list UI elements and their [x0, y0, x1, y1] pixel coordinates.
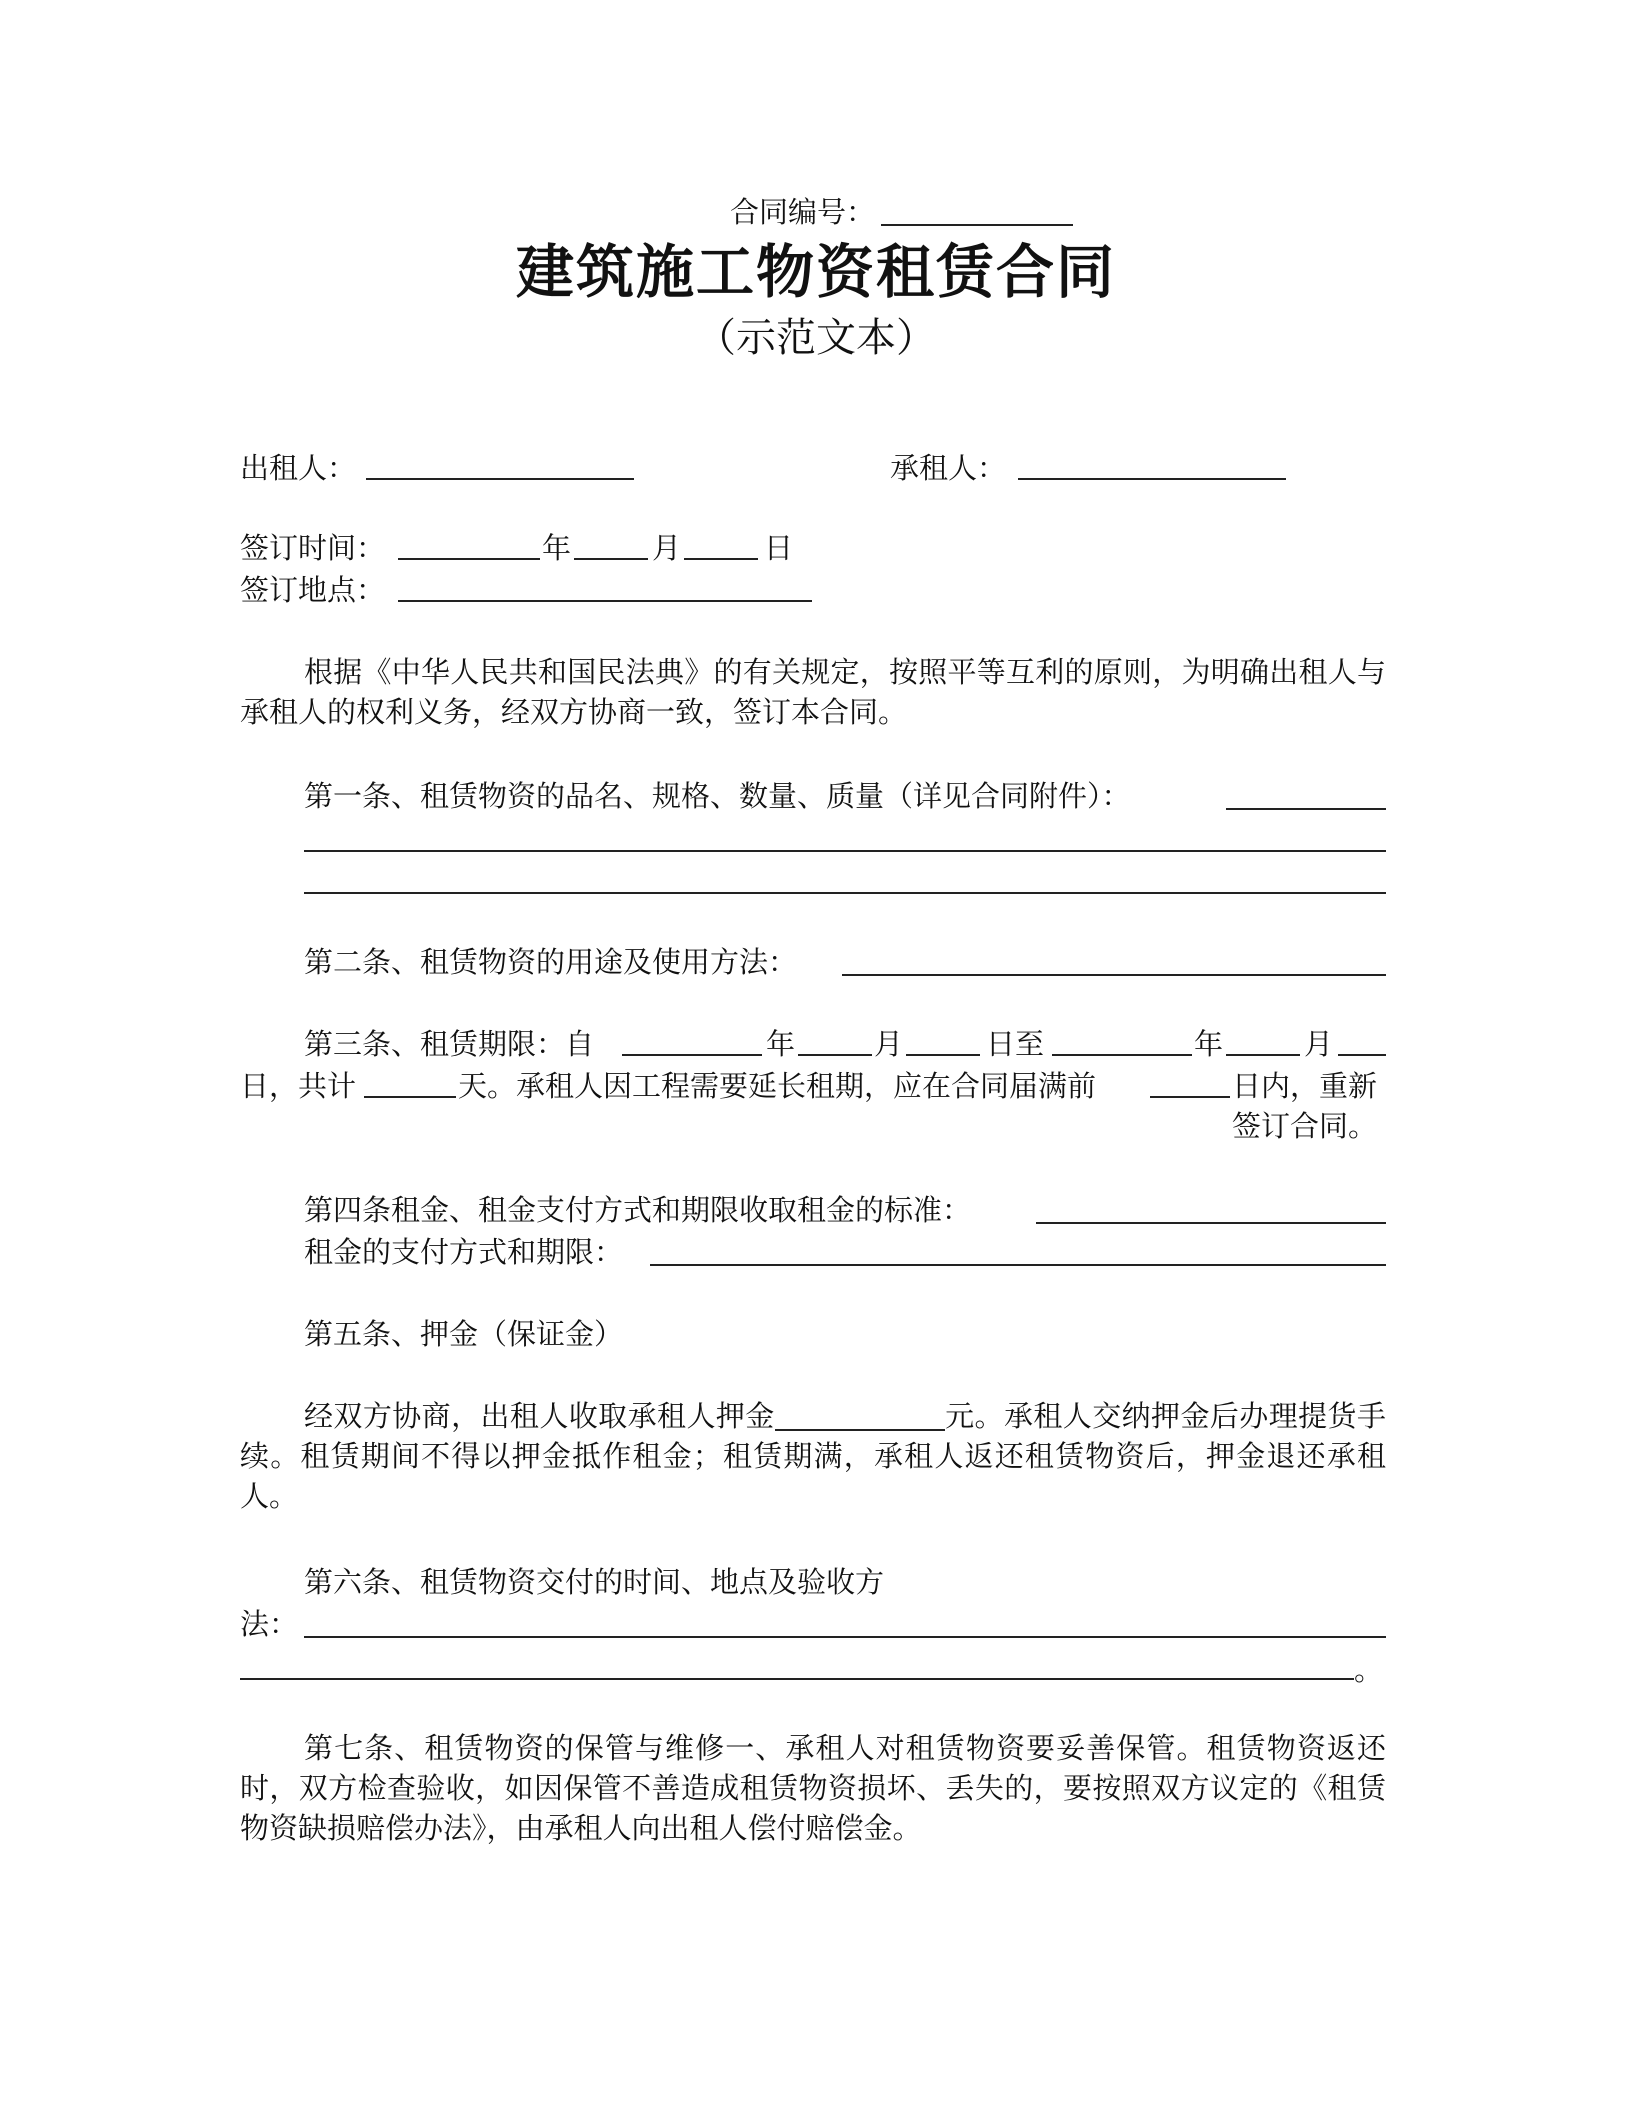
article-5-text-2: 元。承租人交纳押金后办理提货手续。租赁期间不得以押金抵作租金；租赁期满，承租人返还租赁物资后，押金退还承租人。: [240, 1399, 1386, 1513]
preamble-paragraph: 根据《中华人民共和国民法典》的有关规定，按照平等互利的原则，为明确出租人与承租人的权利义务，经双方协商一致，签订本合同。: [240, 655, 1386, 729]
article-6-blank-2: [240, 1678, 1354, 1680]
article-2-blank: [842, 974, 1386, 976]
sign-date-label: 签订时间：: [240, 531, 386, 565]
article-4-blank-1: [1036, 1222, 1386, 1224]
lessee-blank: [1018, 478, 1286, 480]
article-2-text: 第二条、租赁物资的用途及使用方法：: [304, 945, 798, 979]
article-4-blank-2: [650, 1264, 1386, 1266]
article-1-text: 第一条、租赁物资的品名、规格、数量、质量（详见合同附件）：: [304, 779, 1131, 813]
article-7-paragraph: 第七条、租赁物资的保管与维修一、承租人对租赁物资要妥善保管。租赁物资返还时，双方检查验收，如因保管不善造成租赁物资损坏、丢失的，要按照双方议定的《租赁物资缺损赔偿办法》，由承租人向出租人偿付赔偿金。: [240, 1731, 1386, 1845]
contract-number-label: 合同编号：: [730, 195, 876, 229]
sign-year-text: 年: [542, 531, 572, 565]
article-6-blank-1: [304, 1636, 1386, 1638]
article-3-start: 第三条、租赁期限：自: [304, 1027, 595, 1061]
article-3-to-month-blank: [1226, 1054, 1300, 1056]
article-5-text-1: 经双方协商，出租人收取承租人押金: [304, 1399, 775, 1433]
article-6-line-1: 第六条、租赁物资交付的时间、地点及验收方: [304, 1565, 885, 1599]
article-3-from-day-blank: [906, 1054, 980, 1056]
article-3-renew-text: 天。承租人因工程需要延长租期，应在合同届满前: [458, 1069, 1097, 1103]
article-3-total-days-blank: [364, 1096, 456, 1098]
article-4-line-2: 租金的支付方式和期限：: [304, 1235, 624, 1269]
article-3-total-text: 日，共计: [240, 1069, 357, 1103]
sign-month-blank: [574, 558, 648, 560]
article-1-blank-2: [304, 850, 1386, 852]
article-5-deposit-blank: [775, 1399, 945, 1431]
sign-year-blank: [398, 558, 540, 560]
sign-place-blank: [398, 600, 812, 602]
article-3-month2-text: 月: [1304, 1027, 1334, 1061]
sign-day-text: 日: [764, 531, 794, 565]
article-5-heading: 第五条、押金（保证金）: [304, 1317, 624, 1351]
article-3-month-text: 月: [874, 1027, 904, 1061]
sign-month-text: 月: [652, 531, 682, 565]
article-3-year2-text: 年: [1194, 1027, 1224, 1061]
article-3-year-text: 年: [766, 1027, 796, 1061]
article-1-blank-3: [304, 892, 1386, 894]
article-5-paragraph: [240, 1396, 1386, 1516]
article-3-to-day-blank: [1338, 1054, 1386, 1056]
lessee-label: 承租人：: [890, 451, 1007, 485]
article-6-line-2: 法：: [240, 1607, 299, 1641]
article-1-blank-1: [1226, 808, 1386, 810]
document-title: 建筑施工物资租赁合同: [515, 238, 1116, 306]
article-3-from-month-blank: [798, 1054, 872, 1056]
article-4-line-1: 第四条租金、租金支付方式和期限收取租金的标准：: [304, 1193, 972, 1227]
article-3-from-year-blank: [622, 1054, 762, 1056]
article-3-to-year-blank: [1052, 1054, 1192, 1056]
contract-number: [730, 194, 1073, 230]
sign-day-blank: [684, 558, 758, 560]
sign-place-label: 签订地点：: [240, 573, 386, 607]
article-3-day-to-text: 日至: [986, 1027, 1045, 1061]
article-3-notice-days-blank: [1150, 1096, 1230, 1098]
document-subtitle: （示范文本）: [696, 315, 936, 361]
article-3-end-text: 日内，重新签订合同。: [1232, 1069, 1378, 1143]
lessor-label: 出租人：: [240, 451, 357, 485]
article-6-end: 。: [1354, 1653, 1384, 1687]
contract-number-blank: [881, 194, 1073, 226]
lessor-blank: [366, 478, 634, 480]
